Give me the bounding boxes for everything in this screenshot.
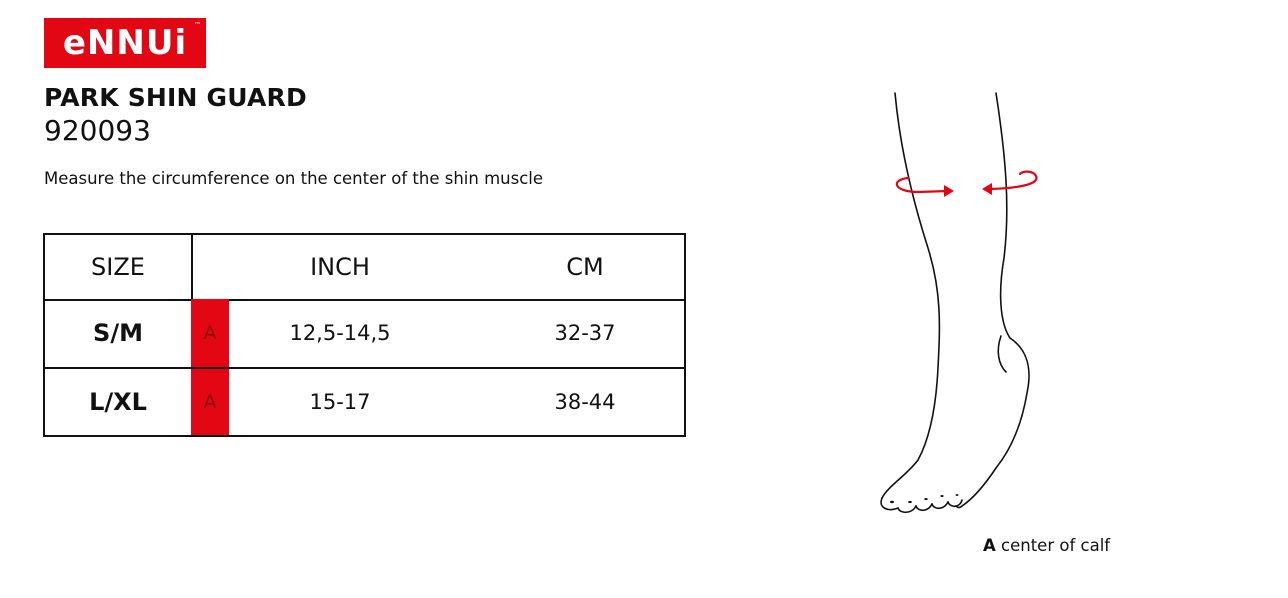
table-row (45, 299, 684, 369)
legend-text: center of calf (1001, 536, 1111, 555)
product-name: PARK SHIN GUARD (44, 83, 307, 112)
table-header (45, 235, 684, 301)
cm-value: 38-44 (554, 390, 616, 414)
header-divider (191, 235, 193, 299)
measure-instruction: Measure the circumference on the center of the shin muscle (44, 169, 544, 188)
header-inch: INCH (310, 253, 370, 281)
size-table (43, 233, 686, 437)
circumference-arrows-icon (897, 172, 1037, 192)
product-code: 920093 (44, 114, 151, 147)
table-row (45, 369, 684, 435)
trademark-mark: ™ (194, 21, 202, 29)
inch-value: 12,5-14,5 (289, 321, 391, 345)
size-label: S/M (93, 319, 143, 347)
leg-outline-icon (870, 88, 1060, 518)
header-cm: CM (566, 253, 604, 281)
legend-marker: A (983, 536, 996, 555)
measure-point-marker: A (191, 369, 229, 435)
legend-caption (983, 536, 1110, 555)
brand-logo (44, 18, 206, 68)
size-label: L/XL (89, 388, 147, 416)
measure-point-marker: A (191, 299, 229, 367)
header-size: SIZE (91, 253, 145, 281)
logo-text: eNNUi (62, 23, 188, 63)
inch-value: 15-17 (309, 390, 371, 414)
cm-value: 32-37 (554, 321, 616, 345)
